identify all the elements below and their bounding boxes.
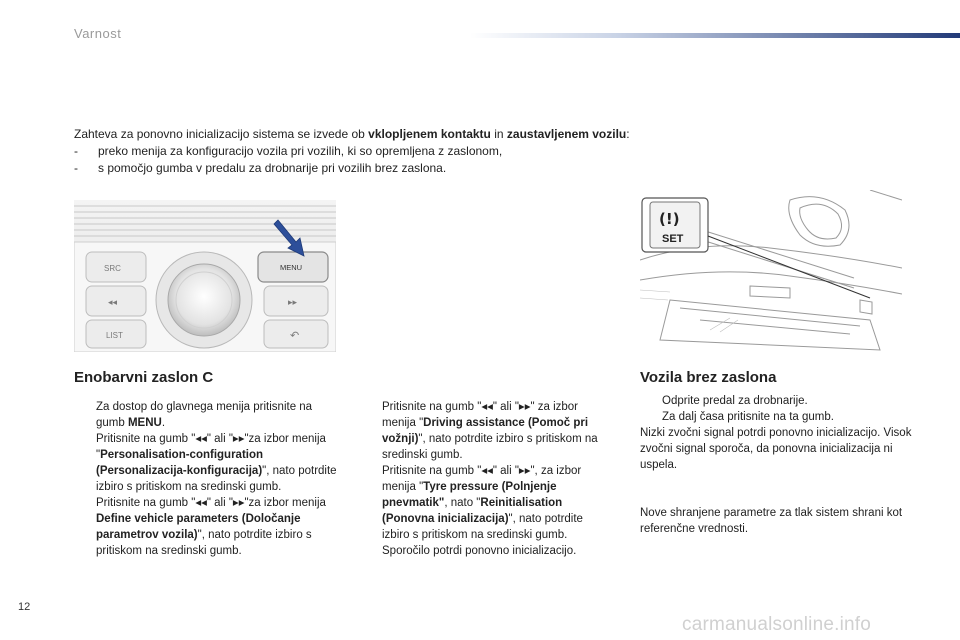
reference-note: Nove shranjene parametre za tlak sistem shrani kot referenčne vrednosti. [640, 507, 903, 535]
glovebox-illustration [640, 190, 902, 356]
item-text: Odprite predal za drobnarije. [662, 395, 808, 407]
beep-note: Nizki zvočni signal potrdi ponovno inicializacijo. Visok zvočni signal sporoča, da ponovna inicializacija ni uspela. [640, 427, 912, 471]
item-text: ", nato potrdite izbiro s pritiskom na sredinski gumb. [382, 513, 583, 541]
list-item [640, 409, 912, 425]
intro-list-item [74, 143, 634, 160]
checkbox-icon [74, 431, 96, 495]
intro-text-mid: in [490, 127, 507, 141]
list-item [640, 393, 912, 409]
item-bold: Driving assistance (Pomoč pri vožnji) [382, 417, 589, 445]
list-item [360, 399, 612, 463]
item-bold: Define vehicle parameters (Določanje parametrov vozila) [96, 513, 301, 541]
item-text: . [161, 417, 166, 429]
section-title: Varnost [74, 26, 122, 41]
section-no-display-column [640, 393, 912, 537]
intro-text-pre: Zahteva za ponovno inicializacijo sistema se izvede ob [74, 127, 369, 141]
item-text: Pritisnite na gumb "◂◂" ali "▸▸", za izbor menija " [382, 465, 582, 493]
center-knob [168, 264, 240, 336]
item-bold: MENU [127, 417, 162, 429]
src-label: SRC [104, 264, 121, 273]
item-text: Za dalj časa pritisnite na ta gumb. [662, 411, 834, 423]
checkbox-icon [74, 495, 96, 559]
checkbox-icon [74, 399, 96, 431]
intro-bold-contact: vklopljenem kontaktu [368, 127, 491, 141]
tyre-warning-icon: (!) [659, 210, 680, 228]
item-text: Pritisnite na gumb "◂◂" ali "▸▸"za izbor menija " [96, 433, 326, 461]
next-label: ▸▸ [288, 298, 298, 308]
list-item [74, 495, 344, 559]
page-number: 12 [18, 601, 31, 613]
intro-list-item [74, 160, 634, 177]
checkbox-icon [640, 409, 662, 425]
intro-item-text: s pomočjo gumba v predalu za drobnarije pri vozilih brez zaslona. [98, 161, 447, 175]
item-text: ", nato potrdite izbiro s pritiskom na sredinski gumb. [382, 433, 598, 461]
list-item [74, 431, 344, 495]
section-title-c: Enobarvni zaslon C [74, 369, 214, 386]
radio-panel-illustration [74, 200, 336, 352]
intro-paragraph [74, 126, 634, 177]
item-bold: Reinitialisation (Ponovna inicializacija) [382, 497, 563, 525]
header-gradient-bar [470, 33, 960, 38]
section-c-column-1 [74, 399, 344, 559]
watermark: carmanualsonline.info [682, 614, 872, 635]
item-text: Za dostop do glavnega menija pritisnite na gumb [96, 401, 313, 429]
set-label: SET [662, 233, 684, 245]
intro-item-text: preko menija za konfiguracijo vozila pri vozilih, ki so opremljena z zaslonom, [98, 144, 503, 158]
intro-dash: - [74, 161, 78, 175]
item-bold: Personalisation-configuration (Personalizacija-konfiguracija) [96, 449, 264, 477]
back-label: ↶ [290, 329, 300, 342]
item-bold: Tyre pressure (Polnjenje pnevmatik" [382, 481, 557, 509]
checkbox-icon [640, 393, 662, 409]
menu-label: MENU [280, 263, 303, 272]
item-text: Pritisnite na gumb "◂◂" ali "▸▸" za izbor menija " [382, 401, 579, 429]
intro-bold-stopped: zaustavljenem vozilu [506, 127, 627, 141]
intro-text-end: : [626, 127, 630, 141]
prev-label: ◂◂ [108, 298, 118, 308]
checkbox-icon [360, 463, 382, 559]
list-label: LIST [106, 331, 123, 340]
section-title-no-display: Vozila brez zaslona [640, 369, 777, 386]
item-text: ", nato potrdite izbiro s pritiskom na sredinski gumb. [96, 465, 337, 493]
list-item [74, 399, 344, 431]
item-text: ", nato potrdite izbiro s pritiskom na sredinski gumb. [96, 529, 312, 557]
section-c-column-2 [360, 399, 612, 559]
item-text: Pritisnite na gumb "◂◂" ali "▸▸"za izbor menija [96, 497, 326, 509]
list-item [360, 463, 612, 559]
confirmation-note: Sporočilo potrdi ponovno inicializacijo. [382, 545, 577, 557]
item-text: , nato " [444, 497, 481, 509]
checkbox-icon [360, 399, 382, 463]
intro-dash: - [74, 144, 78, 158]
